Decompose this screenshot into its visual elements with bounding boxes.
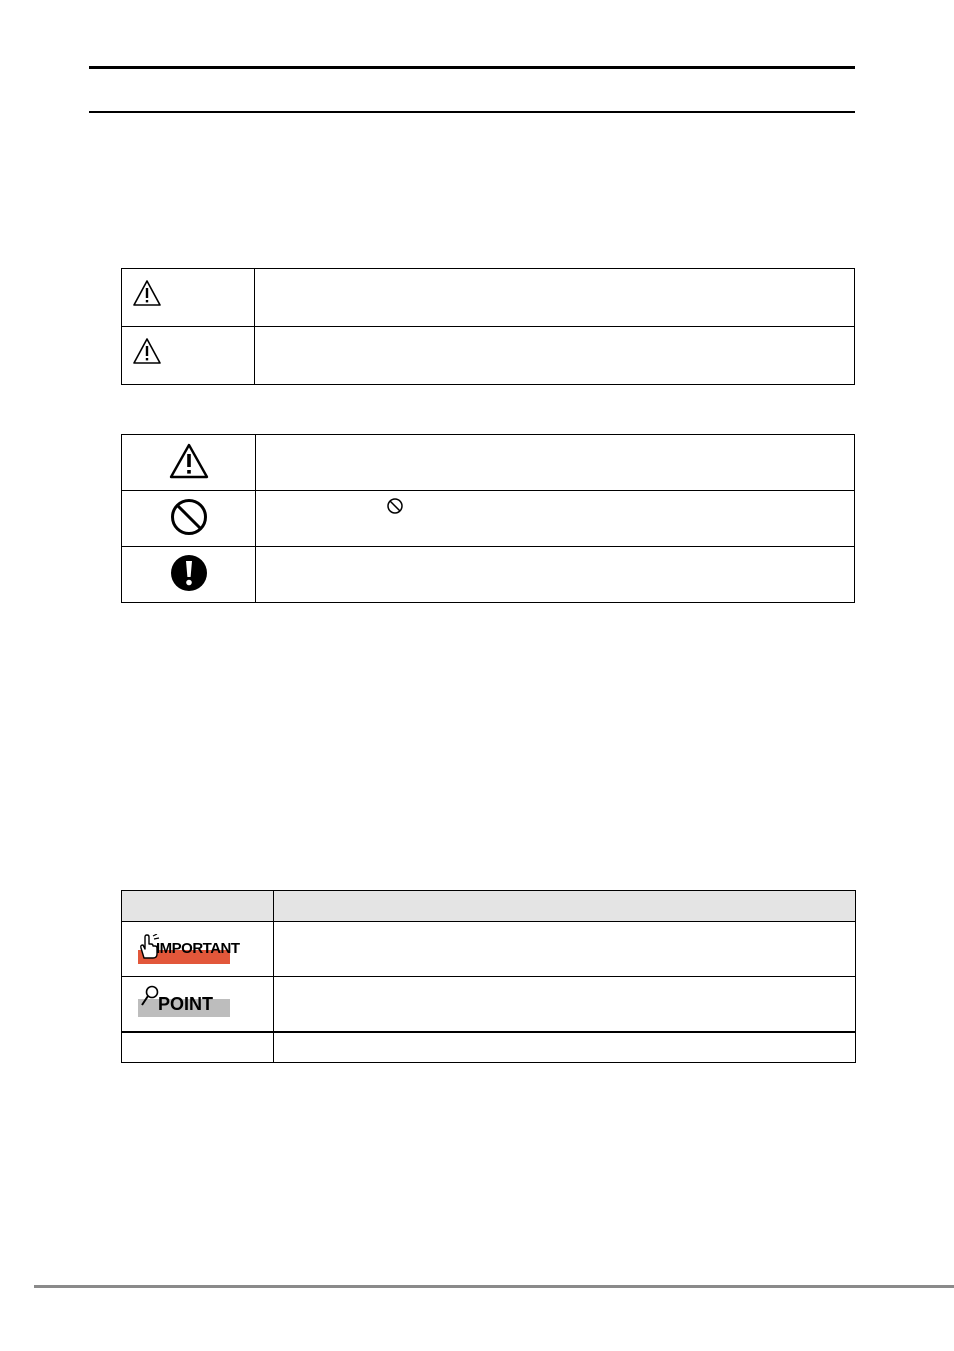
danger-level-symbol-cell [122,327,255,385]
footer-rule [34,1285,954,1288]
column-header-description [274,891,856,922]
mark-cell [122,977,274,1033]
prohibition-icon [169,497,209,537]
marks-table [121,890,856,1063]
header-top-rule [89,66,855,69]
header-bottom-rule [89,111,855,113]
important-badge-text: IMPORTANT [156,940,240,957]
warning-triangle-icon [132,337,162,365]
mark-description [274,977,856,1033]
prohibition-icon [386,497,404,515]
table-header-row [122,891,856,922]
danger-level-symbol-cell [122,269,255,327]
warning-triangle-icon [132,279,162,307]
mandatory-action-icon [169,553,209,593]
symbol-description [256,547,855,603]
table-row [122,491,855,547]
table-row [122,327,855,385]
mark-description [274,922,856,977]
symbol-description [256,435,855,491]
table-row [122,922,856,977]
table-row [122,977,856,1033]
table-row [122,547,855,603]
symbol-description-cell [256,491,855,547]
danger-level-description [255,269,855,327]
symbol-cell [122,435,256,491]
table-row [122,269,855,327]
table-row [122,435,855,491]
symbol-cell [122,547,256,603]
mark-cell [122,1032,274,1063]
column-header-mark [122,891,274,922]
important-badge [136,936,240,962]
point-badge [136,991,213,1017]
table-row [122,1032,856,1063]
symbol-cell [122,491,256,547]
warning-triangle-icon [169,443,209,479]
mark-cell [122,922,274,977]
danger-level-table [121,268,855,385]
mark-description [274,1032,856,1063]
danger-level-description [255,327,855,385]
point-badge-text: POINT [158,994,214,1014]
symbol-table [121,434,855,603]
